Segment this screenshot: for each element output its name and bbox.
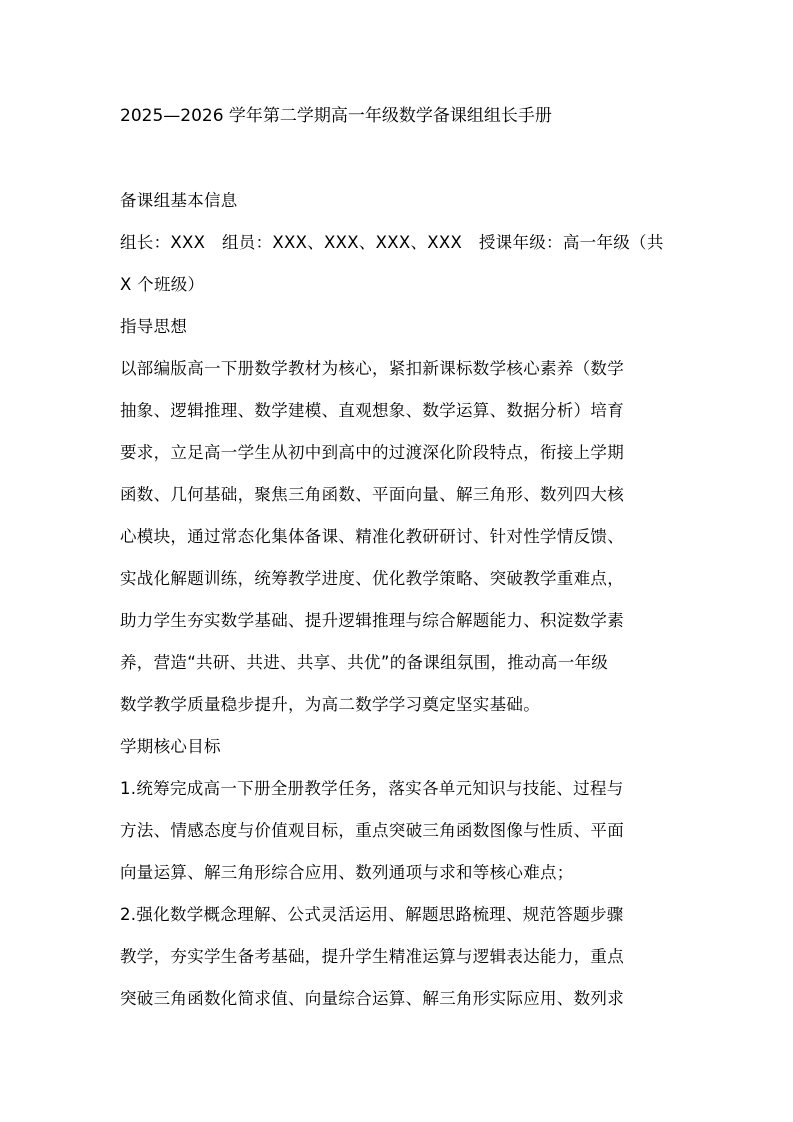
paragraph-line: 函数、几何基础，聚焦三角函数、平面向量、解三角形、数列四大核: [120, 485, 624, 504]
section-heading-semester-goals: 学期核心目标: [120, 737, 221, 756]
paragraph-line: 突破三角函数化简求值、向量综合运算、解三角形实际应用、数列求: [120, 989, 624, 1008]
paragraph-line: X 个班级）: [120, 275, 205, 294]
paragraph-line: 以部编版高一下册数学教材为核心，紧扣新课标数学核心素养（数学: [120, 359, 624, 378]
paragraph-line: 方法、情感态度与价值观目标，重点突破三角函数图像与性质、平面: [120, 821, 624, 840]
paragraph-line: 1.统筹完成高一下册全册教学任务，落实各单元知识与技能、过程与: [120, 779, 624, 798]
paragraph-line: 向量运算、解三角形综合应用、数列通项与求和等核心难点；: [120, 863, 574, 882]
document-body: [120, 186, 676, 1026]
paragraph-line: 2.强化数学概念理解、公式灵活运用、解题思路梳理、规范答题步骤: [120, 905, 624, 924]
paragraph-line: 抽象、逻辑推理、数学建模、直观想象、数学运算、数据分析）培育: [120, 401, 624, 420]
paragraph-line: 养，营造“共研、共进、共享、共优”的备课组氛围，推动高一年级: [120, 653, 609, 672]
paragraph-line: 组长：XXX 组员：XXX、XXX、XXX、XXX 授课年级：高一年级（共: [120, 233, 664, 252]
paragraph-line: 数学教学质量稳步提升，为高二数学学习奠定坚实基础。: [120, 695, 540, 714]
section-heading-basic-info: 备课组基本信息: [120, 191, 238, 210]
paragraph-line: 助力学生夯实数学基础、提升逻辑推理与综合解题能力、积淀数学素: [120, 611, 624, 630]
paragraph-line: 实战化解题训练，统筹教学进度、优化教学策略、突破教学重难点，: [120, 569, 624, 588]
paragraph-line: 教学，夯实学生备考基础，提升学生精准运算与逻辑表达能力，重点: [120, 947, 624, 966]
section-heading-guiding-ideology: 指导思想: [120, 317, 188, 336]
paragraph-line: 要求，立足高一学生从初中到高中的过渡深化阶段特点，衔接上学期: [120, 443, 624, 462]
document-title: 2025—2026 学年第二学期高一年级数学备课组组长手册: [120, 106, 552, 126]
paragraph-line: 心模块，通过常态化集体备课、精准化教研研讨、针对性学情反馈、: [120, 527, 624, 546]
